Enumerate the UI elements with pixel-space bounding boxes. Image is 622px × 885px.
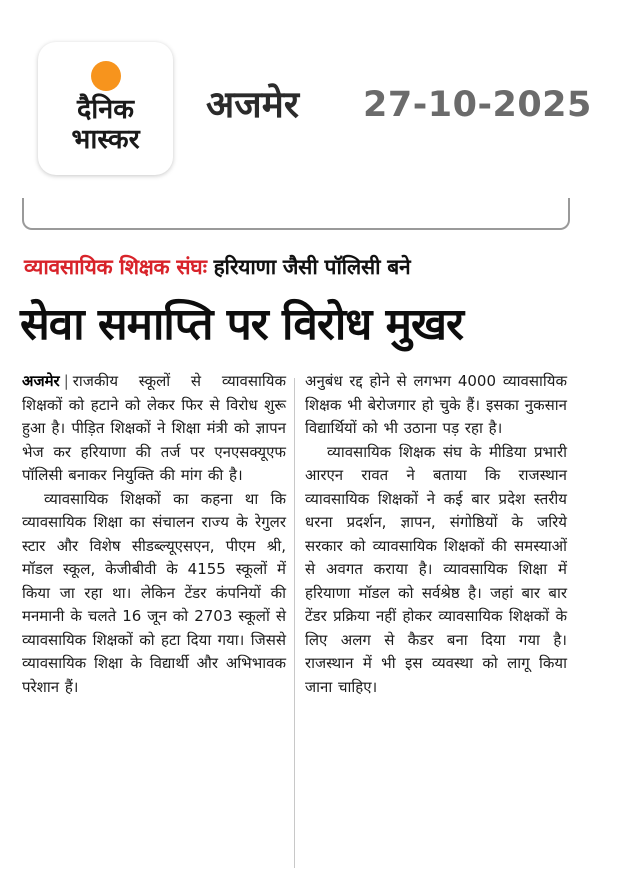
article-column-left [22, 370, 286, 699]
edition-city: अजमेर [206, 83, 299, 126]
article-headline: सेवा समाप्ति पर विरोध मुखर [20, 299, 463, 350]
clipping-top-edge [22, 198, 570, 230]
dateline-separator: | [63, 372, 69, 390]
logo-text-line-2: भास्कर [71, 124, 140, 155]
dainik-bhaskar-logo [38, 42, 173, 175]
logo-text-line-1: दैनिक [76, 94, 135, 125]
article-paragraph: अनुबंध रद्द होने से लगभग 4000 व्यावसायिक शिक्षक भी बेरोजगार हो चुके हैं। इसका नुकसान विद्यार्थियों को भी उठाना पड़ रहा है। [305, 372, 567, 437]
column-divider [294, 378, 295, 868]
article-paragraph: व्यावसायिक शिक्षकों का कहना था कि व्यावसायिक शिक्षा का संचालन राज्य के रेगुलर स्टार और विशेष सीडब्ल्यूएसएन, पीएम श्री, मॉडल स्कूल, केजीबीवी के 4155 स्कूलों में किया जा रहा था। लेकिन टेंडर कंपनियों की मनमानी के चलते 16 जून को 2703 स्कूलों से व्यावसायिक शिक्षकों को हटा दिया गया। जिससे व्यावसायिक शिक्षा के विद्यार्थी और अभिभावक परेशान हैं। [22, 489, 286, 696]
article-kicker [24, 252, 576, 282]
dateline: अजमेर [22, 372, 60, 390]
paragraph-text: राजकीय स्कूलों से व्यावसायिक शिक्षकों को हटाने को लेकर फिर से विरोध शुरू हुआ है। पीड़ित शिक्षकों ने शिक्षा मंत्री को ज्ञापन भेज कर हरियाणा की तर्ज पर एनएसक्यूएफ पॉलिसी बनाकर नियुक्ति की मांग की है। [22, 372, 286, 484]
kicker-label: व्यावसायिक शिक्षक संघः [24, 255, 207, 279]
article-paragraph: व्यावसायिक शिक्षक संघ के मीडिया प्रभारी आरएन रावत ने बताया कि राजस्थान व्यावसायिक शिक्षकों ने कई बार प्रदेश स्तरीय धरना प्रदर्शन, ज्ञापन, संगोष्ठियों के जरिये सरकार को व्यावसायिक शिक्षकों की समस्याओं से अवगत कराया है। व्यावसायिक शिक्षा में हरियाणा मॉडल को सर्वश्रेष्ठ है। जहां बार बार टेंडर प्रक्रिया नहीं होकर व्यावसायिक शिक्षकों के लिए अलग से कैडर बना दिया गया है। राजस्थान में भी इस व्यवस्था को लागू किया जाना चाहिए। [305, 442, 567, 696]
article-column-right [305, 370, 567, 699]
edition-date: 27-10-2025 [363, 85, 592, 125]
article-paragraph [22, 370, 286, 488]
kicker-text: हरियाणा जैसी पॉलिसी बने [213, 255, 411, 279]
sun-icon [91, 61, 121, 91]
